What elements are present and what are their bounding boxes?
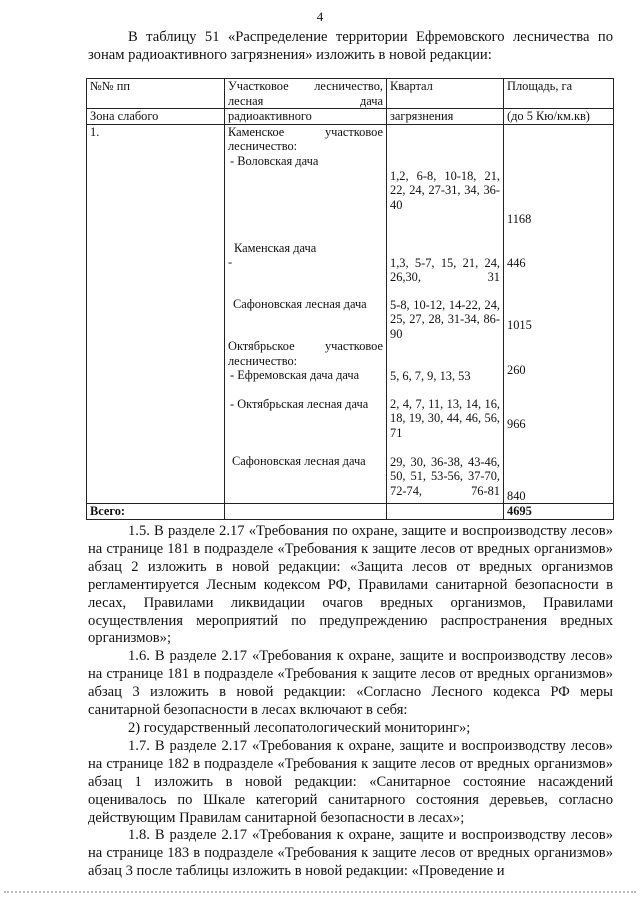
area-value: 1015 [507,317,532,332]
quarter-list: 5-8, 10-12, 14-22, 24, 25, 27, 28, 31-34, 86-90 [390,297,500,341]
dacha-name: Сафоновская лесная дача [232,454,366,468]
paragraph-list-item: 2) государственный лесопатологический мониторинг»; [128,719,471,736]
forestry-name: Октябрьское участковое лесничество: [228,339,383,368]
table-row [87,124,614,504]
quarter-cell [387,124,504,504]
total-value: 4695 [504,504,614,520]
subheader-cell: загрязнения [387,109,504,125]
paragraph-1-6: 1.6. В разделе 2.17 «Требования к охране, защите и воспроизводству лесов» на странице 181 в подразделе «Требования к защите лесов от вредных организмов» абзац 3 изложить в новой редакции: «Согласно Лесного кодекса РФ меры санитарной безопасности в лесах включают в себя: [88,648,613,719]
forest-zones-table [86,78,614,520]
paragraph-1-5: 1.5. В разделе 2.17 «Требования по охране, защите и воспроизводству лесов» на странице 181 в подразделе «Требования к защите лесов от вредных организмов» абзац 2 изложить в новой редакции: «Защита лесов от вредных организмов регламентируется Лесным кодексом РФ, Правилами санитарной безопасности в лесах, Правилами ликвидации очагов вредных организмов, Правилами осуществления мероприятий по предупреждению распространения вредных организмов»; [88,523,613,647]
forestry-cell [225,124,387,504]
table-total-row [87,504,614,520]
dacha-name: - Воловская дача [230,153,319,168]
dacha-name: - Ефремовская дача дача [230,368,360,382]
quarter-list: 1,3, 5-7, 15, 21, 24, 26,30, 31 [390,255,500,284]
area-value: 260 [507,362,526,377]
area-value: 446 [507,255,526,270]
quarter-list: 5, 6, 7, 9, 13, 53 [390,368,471,383]
subheader-cell: Зона слабого [87,109,225,125]
table-header-row [87,79,614,109]
paragraph-1-8: 1.8. В разделе 2.17 «Требования к охране, защите и воспроизводству лесов» на странице 183 в подразделе «Требования к защите лесов от вредных организмов» абзац 3 после таблицы изложить в новой редакции: «Проведение и [88,827,613,880]
subheader-cell: (до 5 Кю/км.кв) [504,109,614,125]
quarter-list: 2, 4, 7, 11, 13, 14, 16, 18, 19, 30, 44, 46, 56, 71 [390,396,500,440]
header-cell: Площадь, га [504,79,614,109]
dacha-name: - Октябрьская лесная дача [230,397,369,411]
scan-edge-line [4,891,636,893]
header-cell: Участковое лесничество, лесная дача [225,79,387,109]
paragraph-1-7: 1.7. В разделе 2.17 «Требования к охране, защите и воспроизводству лесов» на странице 182 в подразделе «Требования к защите лесов от вредных организмов» абзац 1 изложить в новой редакции: «Санитарное состояние насаждений оценивалось по Шкале категорий санитарного состояния деревьев, согласно действующим Правилам санитарной безопасности в лесах»; [88,737,613,826]
table-subheader-row [87,109,614,125]
forestry-name: Каменское участковое лесничество: [228,124,383,153]
header-cell: №№ пп [87,79,225,109]
subheader-cell: радиоактивного [225,109,387,125]
quarter-list: 1,2, 6-8, 10-18, 21, 22, 24, 27-31, 34, 36-40 [390,168,500,212]
area-value: 1168 [507,211,532,226]
area-value: 966 [507,416,526,431]
dacha-name: Сафоновская лесная дача [233,297,367,311]
area-value: 840 [507,488,526,503]
amendment-text [88,523,613,881]
area-cell [504,124,614,504]
dacha-name: Каменская дача [234,240,317,255]
quarter-list: 29, 30, 36-38, 43-46, 50, 51, 53-56, 37-70, 72-74, 76-81 [390,454,500,498]
empty-cell [225,504,387,520]
header-cell: Квартал [387,79,504,109]
row-number-cell [87,124,225,504]
dash-mark: - [228,255,233,269]
row-number: 1. [90,124,100,139]
page-number: 4 [316,9,324,24]
empty-cell [387,504,504,520]
intro-paragraph: В таблицу 51 «Распределение территории Ефремовского лесничества по зонам радиоактивного загрязнения» изложить в новой редакции: [88,29,613,63]
total-label: Всего: [87,504,225,520]
